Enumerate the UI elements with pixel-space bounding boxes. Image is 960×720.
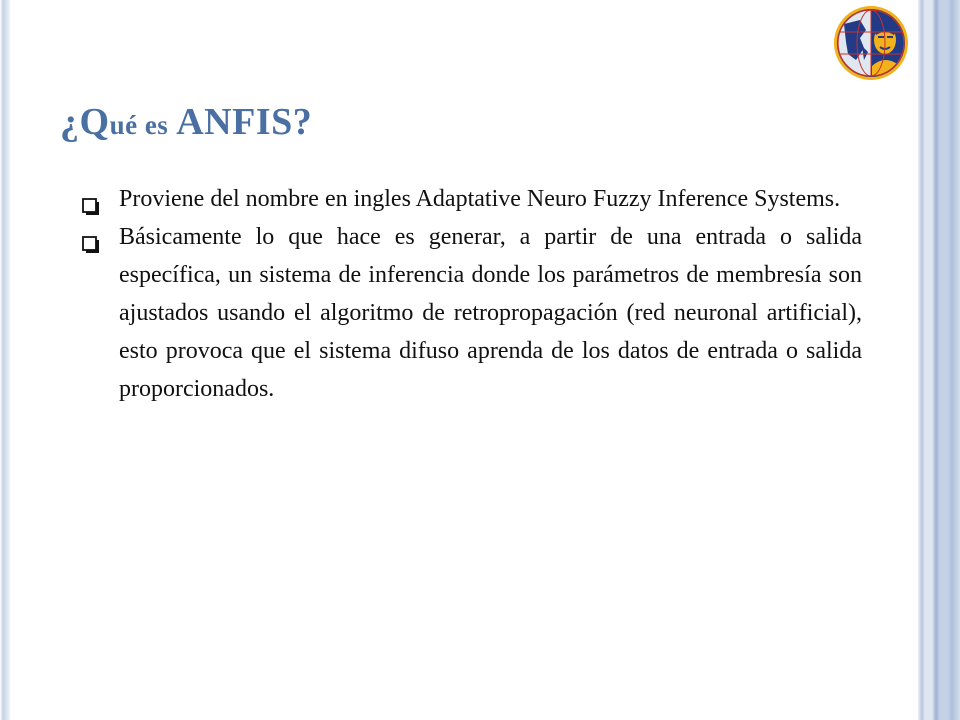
bullet-item: [82, 180, 862, 218]
bullet-item: [82, 218, 862, 408]
title-smallcaps: ué es: [109, 110, 169, 140]
checkbox-square-icon: [82, 228, 100, 246]
bullet-text: Básicamente lo que hace es generar, a partir de una entrada o salida específica, un sistema de inferencia donde los parámetros de membresía son ajustados usando el algoritmo de retropropagación (red neuronal artificial), esto provoca que el sistema difuso aprenda de los datos de entrada o salida proporcionados.: [119, 224, 862, 402]
title-prefix: ¿Q: [60, 101, 110, 143]
bullet-list: [82, 180, 862, 408]
right-decorative-frame: [918, 0, 960, 720]
checkbox-square-icon: [82, 190, 100, 208]
title-suffix: ANFIS?: [168, 101, 313, 143]
left-border-rule: [0, 0, 11, 720]
bullet-text: Proviene del nombre en ingles Adaptative Neuro Fuzzy Inference Systems.: [119, 186, 841, 212]
institution-logo: [832, 4, 910, 82]
slide-title: [60, 100, 312, 144]
